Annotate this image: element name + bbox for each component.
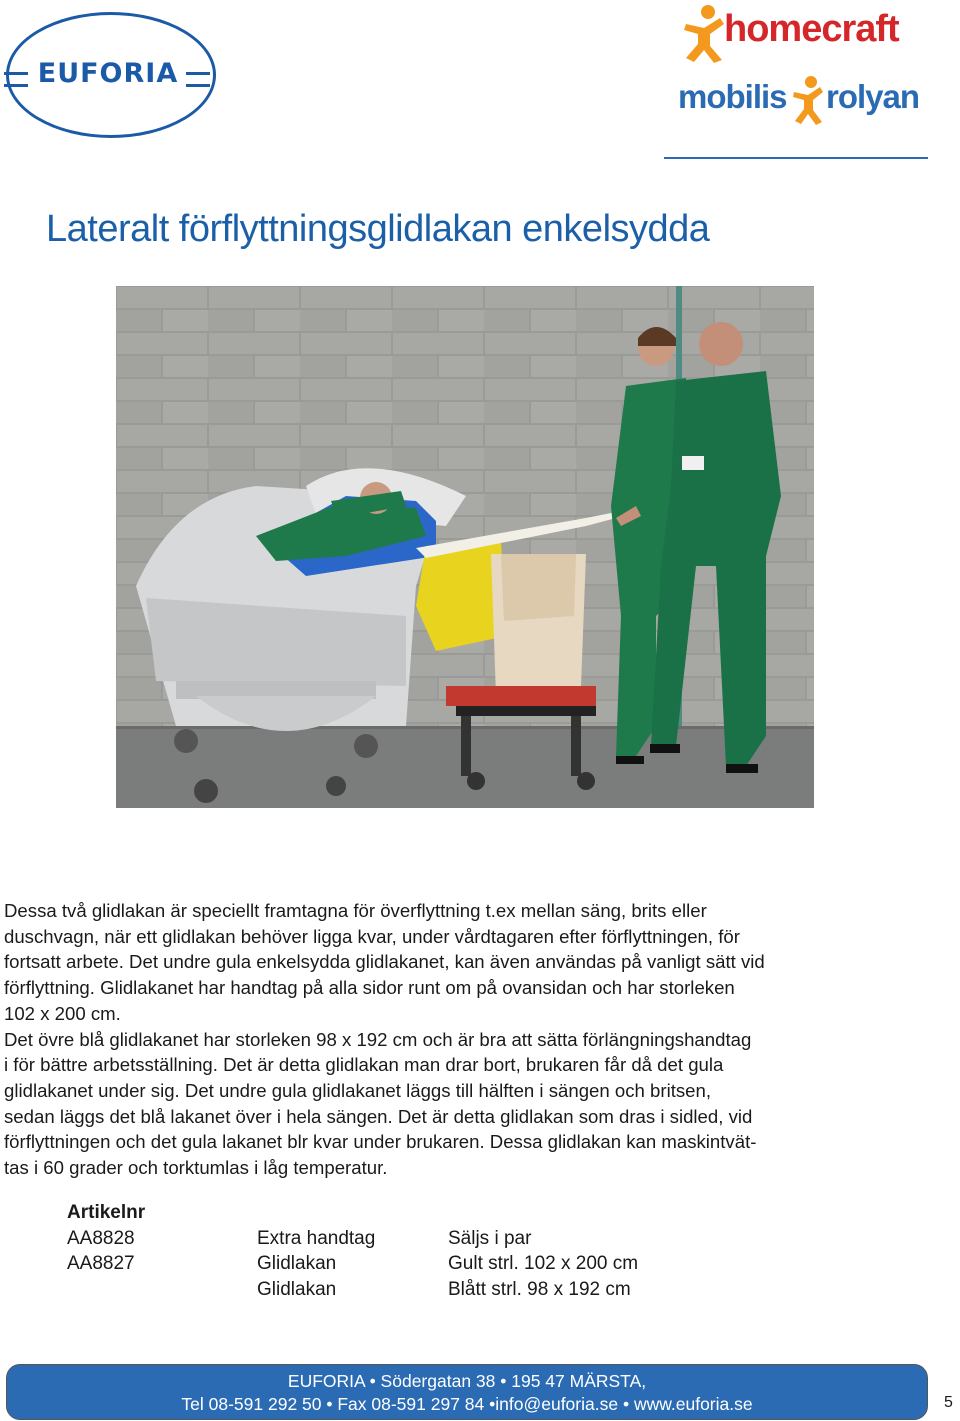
article-name: Extra handtag [257, 1227, 376, 1249]
body-line: förflyttning. Glidlakanet har handtag på alla sidor runt om på ovansidan och har storleken [4, 977, 735, 999]
mobilis-logo-text: mobilis [678, 78, 787, 115]
article-number: AA8828 [67, 1227, 135, 1249]
body-text [4, 898, 934, 1181]
euforia-logo [0, 6, 222, 140]
article-number [67, 1277, 257, 1303]
body-line: Det övre blå glidlakanet har storleken 98 x 192 cm och är bra att sätta förlängningshandtag [4, 1028, 752, 1050]
rolyan-logo-text: rolyan [826, 78, 920, 115]
homecraft-logo [680, 2, 930, 66]
body-line: duschvagn, när ett glidlakan behöver ligga kvar, under vårdtagaren efter förflyttningen, för [4, 925, 740, 947]
table-row [67, 1251, 638, 1277]
header-rule [664, 157, 928, 159]
rolyan-figure-icon [791, 74, 825, 126]
body-line: sedan läggs det blå lakanet över i hela sängen. Det är detta glidlakan som dras i sidled, vid [4, 1105, 753, 1127]
footer-address: EUFORIA • Södergatan 38 • 195 47 MÄRSTA, [287, 1371, 647, 1391]
article-name: Glidlakan [257, 1253, 337, 1274]
article-description: Gult strl. 102 x 200 cm [448, 1253, 639, 1274]
article-name: Glidlakan [257, 1278, 337, 1300]
body-line: glidlakanet under sig. Det undre gula glidlakanet läggs till hälften i sängen och britsen, [4, 1079, 712, 1101]
table-row [67, 1277, 638, 1303]
hero-photo [116, 286, 814, 808]
article-number: AA8827 [67, 1253, 135, 1274]
article-description: Säljs i par [448, 1227, 532, 1249]
article-table-header: Artikelnr [67, 1202, 146, 1223]
body-line: förflyttningen och det gula lakanet blr kvar under brukaren. Dessa glidlakan kan maskintvät- [4, 1131, 757, 1153]
footer-bar [6, 1364, 928, 1420]
euforia-logo-text: EUFORIA [37, 58, 179, 89]
body-line: fortsatt arbete. Det undre gula enkelsydda glidlakanet, kan även användas på vanligt sätt vid [4, 951, 765, 973]
body-line: Dessa två glidlakan är speciellt framtagna för överflyttning t.ex mellan säng, brits eller [4, 900, 707, 921]
homecraft-logo-text: homecraft [724, 8, 899, 50]
hospital-bed-transfer-photo-icon [116, 286, 814, 808]
homecraft-figure-icon [680, 2, 728, 64]
page-number: 5 [944, 1394, 953, 1411]
article-table [67, 1200, 638, 1302]
body-line: tas i 60 grader och torktumlas i låg temperatur. [4, 1157, 388, 1179]
body-line: i för bättre arbetsställning. Det är detta glidlakan man drar bort, brukaren får då det gula [4, 1054, 724, 1076]
body-line: 102 x 200 cm. [4, 1002, 121, 1024]
mobilis-rolyan-logo [678, 72, 930, 128]
footer-contact: Tel 08-591 292 50 • Fax 08-591 297 84 •info@euforia.se • www.euforia.se [181, 1394, 753, 1414]
article-description: Blått strl. 98 x 192 cm [448, 1278, 631, 1300]
page-title: Lateralt förflyttningsglidlakan enkelsydda [46, 208, 710, 250]
table-row [67, 1226, 638, 1252]
